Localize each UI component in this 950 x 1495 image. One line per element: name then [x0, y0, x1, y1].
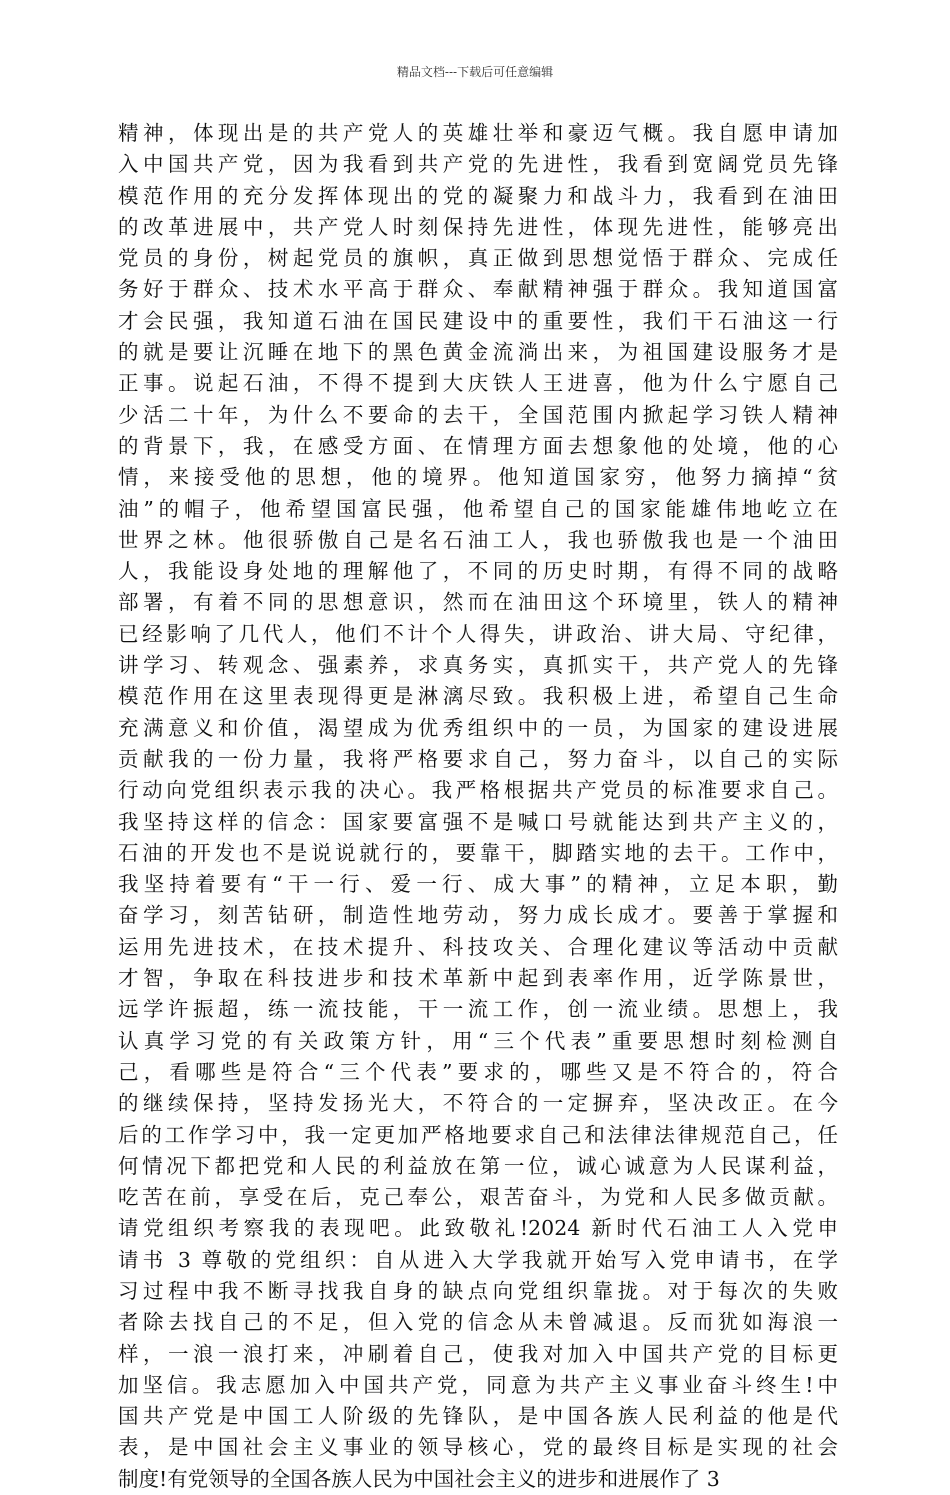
- body-line: 吃苦在前，享受在后，克己奉公，艰苦奋斗，为党和人民多做贡献。: [118, 1185, 838, 1210]
- body-line: 我坚持着要有“干一行、爱一行、成大事”的精神，立足本职，勤: [118, 872, 838, 897]
- body-line: 少活二十年，为什么不要命的去干，全国范围内掀起学习铁人精神: [118, 402, 838, 427]
- body-line: 样，一浪一浪打来，冲刷着自己，使我对加入中国共产党的目标更: [118, 1341, 838, 1366]
- body-line: 的背景下，我，在感受方面、在情理方面去想象他的处境，他的心: [118, 433, 838, 458]
- body-line: 精神，体现出是的共产党人的英雄壮举和豪迈气概。我自愿申请加: [118, 121, 838, 145]
- body-line: 的改革进展中，共产党人时刻保持先进性，体现先进性，能够亮出: [118, 214, 838, 239]
- body-line: 奋学习，刻苦钻研，制造性地劳动，努力成长成才。要善于掌握和: [118, 903, 838, 928]
- body-line: 者除去找自己的不足，但入党的信念从未曾减退。反而犹如海浪一: [118, 1310, 838, 1335]
- body-line: 国共产党是中国工人阶级的先锋队，是中国各族人民利益的他是代: [118, 1404, 838, 1429]
- body-line: 情，来接受他的思想，他的境界。他知道国家穷，他努力摘掉“贫: [118, 465, 838, 490]
- body-line: 才智，争取在科技进步和技术革新中起到表率作用，近学陈景世，: [118, 966, 838, 991]
- body-line: 何情况下都把党和人民的利益放在第一位，诚心诚意为人民谋利益，: [118, 1153, 838, 1178]
- body-line: 远学许振超，练一流技能，干一流工作，创一流业绩。思想上，我: [118, 997, 838, 1022]
- body-line: 贡献我的一份力量，我将严格要求自己，努力奋斗，以自己的实际: [118, 746, 838, 771]
- body-line: 运用先进技术，在技术提升、科技攻关、合理化建议等活动中贡献: [118, 934, 838, 959]
- body-line: 石油的开发也不是说说就行的，要靠干，脚踏实地的去干。工作中，: [118, 840, 838, 865]
- body-line: 人，我能设身处地的理解他了，不同的历史时期，有得不同的战略: [118, 559, 838, 584]
- body-line: 已经影响了几代人，他们不计个人得失，讲政治、讲大局、守纪律，: [118, 621, 838, 646]
- body-line: 的继续保持，坚持发扬光大，不符合的一定摒弃，坚决改正。在今: [118, 1091, 838, 1116]
- body-line: 正事。说起石油，不得不提到大庆铁人王进喜，他为什么宁愿自己: [118, 371, 838, 396]
- body-line: 模范作用的充分发挥体现出的党的凝聚力和战斗力，我看到在油田: [118, 183, 838, 208]
- body-line: 务好于群众、技术水平高于群众、奉献精神强于群众。我知道国富: [118, 277, 838, 302]
- body-line: 模范作用在这里表现得更是淋漓尽致。我积极上进，希望自己生命: [118, 684, 838, 709]
- body-line: 行动向党组织表示我的决心。我严格根据共产党员的标准要求自己。: [118, 778, 838, 803]
- body-line: 才会民强，我知道石油在国民建设中的重要性，我们干石油这一行: [118, 308, 838, 333]
- body-line: 部署，有着不同的思想意识，然而在油田这个环境里，铁人的精神: [118, 590, 838, 615]
- body-line: 的就是要让沉睡在地下的黑色黄金流淌出来，为祖国建设服务才是: [118, 340, 838, 365]
- body-line: 讲学习、转观念、强素养，求真务实，真抓实干，共产党人的先锋: [118, 653, 838, 678]
- body-line: 油”的帽子，他希望国富民强，他希望自己的国家能雄伟地屹立在: [118, 496, 838, 521]
- page-header: 精品文档---下载后可任意编辑: [396, 65, 554, 79]
- body-line: 后的工作学习中，我一定更加严格地要求自己和法律法律规范自己，任: [118, 1122, 838, 1147]
- document-body: [118, 118, 838, 1495]
- body-line: 己，看哪些是符合“三个代表”要求的，哪些又是不符合的，符合: [118, 1059, 838, 1084]
- body-line: 制度!有党领导的全国各族人民为中国社会主义的进步和进展作了 3: [118, 1466, 720, 1491]
- body-line: 请书 3 尊敬的党组织：自从进入大学我就开始写入党申请书，在学: [118, 1247, 838, 1272]
- body-line: 认真学习党的有关政策方针，用“三个代表”重要思想时刻检测自: [118, 1028, 838, 1053]
- body-line: 表，是中国社会主义事业的领导核心，党的最终目标是实现的社会: [118, 1435, 838, 1460]
- body-line: 加坚信。我志愿加入中国共产党，同意为共产主义事业奋斗终生!中: [118, 1372, 838, 1397]
- body-line: 党员的身份，树起党员的旗帜，真正做到思想觉悟于群众、完成任: [118, 246, 838, 271]
- body-line: 世界之林。他很骄傲自己是名石油工人，我也骄傲我也是一个油田: [118, 527, 838, 552]
- body-line: 入中国共产党，因为我看到共产党的先进性，我看到宽阔党员先锋: [118, 152, 838, 177]
- body-line: 充满意义和价值，渴望成为优秀组织中的一员，为国家的建设进展: [118, 715, 838, 740]
- body-line: 习过程中我不断寻找我自身的缺点向党组织靠拢。对于每次的失败: [118, 1278, 838, 1303]
- body-line: 请党组织考察我的表现吧。此致敬礼!2024 新时代石油工人入党申: [118, 1216, 838, 1241]
- body-line: 我坚持这样的信念：国家要富强不是喊口号就能达到共产主义的，: [118, 809, 838, 834]
